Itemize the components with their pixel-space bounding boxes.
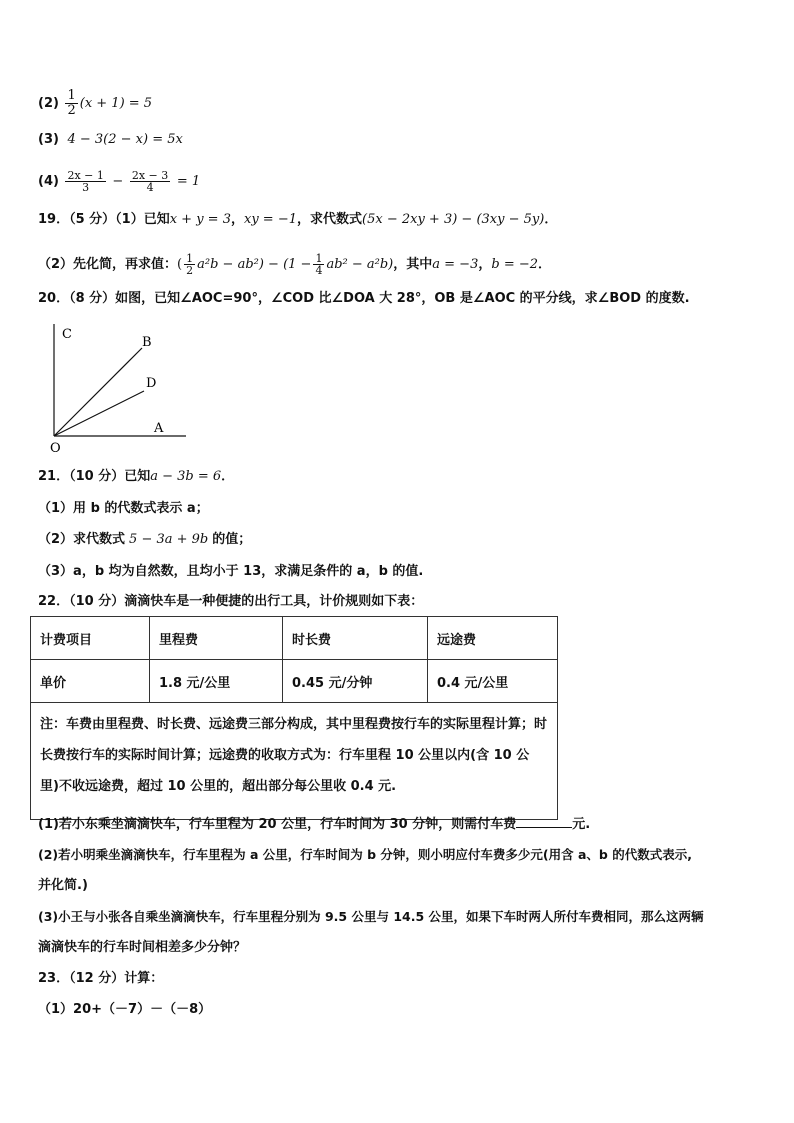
question-21-sub-3: （3）a，b 均为自然数，且均小于 13，求满足条件的 a，b 的值. [38,564,424,579]
fraction-quarter: $\frac{1}{4}$ [315,252,323,277]
ray-ob [54,348,142,436]
table-row [31,660,558,703]
table-header-cell: 远途费 [428,617,558,660]
fraction-one-half: $\frac{1}{2}$ [67,88,76,118]
label-a: A [154,421,164,436]
fraction-half: $\frac{1}{2}$ [186,252,194,277]
table-note-row [31,703,558,820]
question-22-sub-3-line-2: 滴滴快车的行车时间相差多少分钟？ [38,940,247,955]
question-22-intro: 22．（10 分）滴滴快车是一种便捷的出行工具，计价规则如下表： [38,594,424,609]
problem-3: (3) 4 − 3(2 − x) = 5x [38,132,183,147]
fare-table [30,616,558,820]
table-note: 注：车费由里程费、时长费、远途费三部分构成，其中里程费按行车的实际里程计算；时长费按行车的实际时间计算；远途费的收取方式为：行车里程 10 公里以内(含 10 公里)不收远途费，超过 10 公里的，超出部分每公里收 0.4 元. [31,703,558,820]
table-header-row [31,617,558,660]
question-23-sub-1: （1）20+（－7）－（－8） [38,1002,212,1017]
question-19-part-2: （2）先化简，再求值：( $\frac{1}{2}$ a²b − ab²) − (1 − $\frac{1}{4}$ ab² − a²b)，其中a = −3，b = −2． [38,252,552,277]
table-cell: 单价 [31,660,150,703]
label-b: B [142,335,152,350]
table-header-cell: 里程费 [150,617,283,660]
question-19-part-1: 19．（5 分）（1）已知x + y = 3，xy = −1，求代数式(5x − 2xy + 3) − (3xy − 5y)． [38,212,558,227]
label-c: C [62,327,72,342]
table-cell: 0.4 元/公里 [428,660,558,703]
question-21-sub-1: （1）用 b 的代数式表示 a； [38,501,209,516]
answer-blank [516,815,572,828]
question-22-sub-3-line-1: (3)小王与小张各自乘坐滴滴快车，行车里程分别为 9.5 公里与 14.5 公里，如果下车时两人所付车费相同，那么这两辆 [38,909,704,924]
label-o: O [50,441,61,456]
table-header-cell: 时长费 [283,617,428,660]
question-22-sub-2-line-1: (2)若小明乘坐滴滴快车，行车里程为 a 公里，行车时间为 b 分钟，则小明应付车费多少元(用含 a、b 的代数式表示, [38,847,692,862]
problem-2: (2) $\frac{1}{2}$ (x + 1) = 5 [38,88,153,118]
question-21: 21．（10 分）已知a − 3b = 6． [38,469,235,484]
question-21-sub-2: （2）求代数式 5 − 3a + 9b 的值； [38,532,252,547]
ray-od [54,391,144,436]
question-22-sub-1: (1)若小东乘坐滴滴快车，行车里程为 20 公里，行车时间为 30 分钟，则需付车费 元. [38,817,591,832]
table-cell: 0.45 元/分钟 [283,660,428,703]
table-header-cell: 计费项目 [31,617,150,660]
fraction-right: $\frac{2x - 3}{4}$ [131,169,169,194]
question-20: 20．（8 分）如图，已知∠AOC=90°，∠COD 比∠DOA 大 28°，OB 是∠AOC 的平分线，求∠BOD 的度数. [38,291,690,306]
question-23: 23．（12 分）计算： [38,971,164,986]
fraction-left: $\frac{2x - 1}{3}$ [67,169,104,194]
label-d: D [146,376,157,391]
question-22-sub-2-line-2: 并化简.) [38,878,88,893]
angle-figure [36,318,196,458]
problem-4: (4) $\frac{2x - 1}{3}$ − $\frac{2x - 3}{4}$ = 1 [38,169,201,194]
table-cell: 1.8 元/公里 [150,660,283,703]
